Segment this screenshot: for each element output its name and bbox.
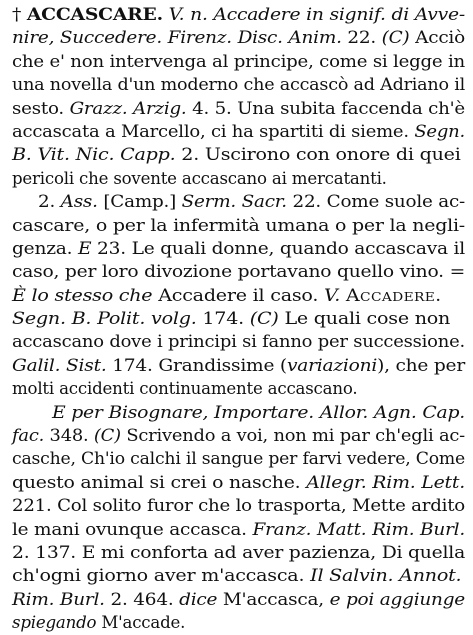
text-segment: 23. Le quali donne, quando accascava il [91,238,466,258]
text-segment: molti accidenti continuamente accascano. [12,379,358,399]
text-segment: che e' non intervenga al principe, come si legge in [12,51,466,71]
dictionary-entry-accascare [12,3,465,635]
text-segment: le mani ovunque accasca. [12,519,253,539]
text-line [12,120,465,143]
text-segment: (C) [249,309,279,329]
text-line [12,424,465,447]
text-segment: ACCASCARE. [26,4,163,24]
text-line [12,447,465,470]
text-segment: cascare, o per la infermità umana o per la negli- [12,215,466,235]
text-segment: fac. [12,426,45,446]
text-segment: Accadere il caso. [152,285,325,305]
text-segment: accascata a Marcello, ci ha spartiti di sieme. [12,121,415,141]
text-segment: accascano dove i principi si fanno per successione. [12,332,465,352]
text-segment: V. n. Accadere in signif. di Avve- [168,5,465,24]
text-line [12,541,465,564]
text-line [12,588,465,611]
text-segment: Il Salvin. Annot. [310,566,462,586]
text-segment: E [78,238,92,258]
text-line [12,611,465,634]
text-segment: Allegr. Rim. Lett. [306,472,466,492]
text-segment: pericoli che sovente accascano ai mercatanti. [12,168,387,188]
text-segment: Acciò [409,28,465,48]
text-line [12,97,465,120]
text-line [12,330,465,353]
text-segment: M'accasca, [217,589,330,609]
text-line [12,401,465,424]
text-segment: Scrivendo a voi, non mi par ch'egli ac- [120,426,465,446]
text-line [12,143,465,166]
text-segment: † [12,5,27,24]
text-line [12,167,465,190]
text-segment: Franz. Matt. Rim. Burl. [252,519,466,539]
text-segment: (C) [93,426,121,446]
text-segment: Serm. Sacr. [181,192,287,212]
text-segment: 348. [44,426,94,446]
text-line [12,471,465,494]
text-segment: ), che per [377,355,466,375]
text-segment: dice [179,589,218,609]
text-segment: spiegando [12,613,97,633]
text-segment: 4. 5. Una subita faccenda ch'è [186,98,466,118]
text-segment: caso, per loro divozione portavano quello vino. = [12,262,466,282]
text-segment: casche, Ch'io calchi il sangue per farvi vedere, Come [12,449,466,469]
text-segment: Accadere. [345,285,442,305]
text-line [12,518,465,541]
text-segment: 2. Uscirono con onore di quei [175,145,461,165]
text-segment: Segn. B. Polit. volg. [12,309,197,329]
text-segment: sesto. [12,98,70,118]
text-line [12,307,465,330]
text-segment: variazioni [286,355,378,375]
text-segment: E per Bisognare, Importare. Allor. Agn. Cap. [52,402,465,422]
text-segment: 2. 137. E mi conforta ad aver pazienza, Di quella [12,542,466,562]
text-line [12,564,465,587]
text-line [12,377,465,400]
text-segment: 174. [196,309,250,329]
text-line [12,3,465,26]
text-line [12,190,465,213]
text-segment: (C) [381,28,410,48]
text-line [12,73,465,96]
text-segment: 2. 464. [104,589,180,609]
text-line [12,260,465,283]
text-segment: genza. [12,238,79,258]
text-segment: Le quali cose non [278,309,451,329]
text-segment: 174. Grandissime ( [106,355,287,375]
text-segment: Segn. [414,121,465,141]
text-segment: 2. [38,192,61,212]
text-segment: 221. Col solito furor che lo trasporta, Mette ardito [12,496,466,516]
text-segment: 22. Come suole ac- [286,192,465,212]
text-segment: M'accade. [96,613,186,633]
text-line [12,354,465,377]
text-segment: Galil. Sist. [12,355,107,375]
text-segment: 22. [341,28,382,48]
text-line [12,237,465,260]
text-line [12,284,465,307]
text-line [12,50,465,73]
text-segment: Ass. [60,192,98,212]
text-segment: ch'ogni giorno aver m'accasca. [12,566,311,586]
text-line [12,494,465,517]
text-segment: e poi aggiunge [329,589,466,609]
text-segment: V. [324,285,341,305]
text-segment: [Camp.] [97,192,182,212]
text-segment: nire, Succedere. Firenz. Disc. Anim. [12,28,342,48]
text-segment: una novella d'un moderno che accascò ad Adriano il [12,75,466,95]
text-line [12,26,465,49]
text-segment: Grazz. Arzig. [69,98,187,118]
text-segment: È lo stesso che [12,285,153,305]
text-segment: questo animal si crei o nasche. [12,472,307,492]
text-segment: Rim. Burl. [12,589,105,609]
text-line [12,214,465,237]
text-segment: B. Vit. Nic. Capp. [12,145,176,165]
